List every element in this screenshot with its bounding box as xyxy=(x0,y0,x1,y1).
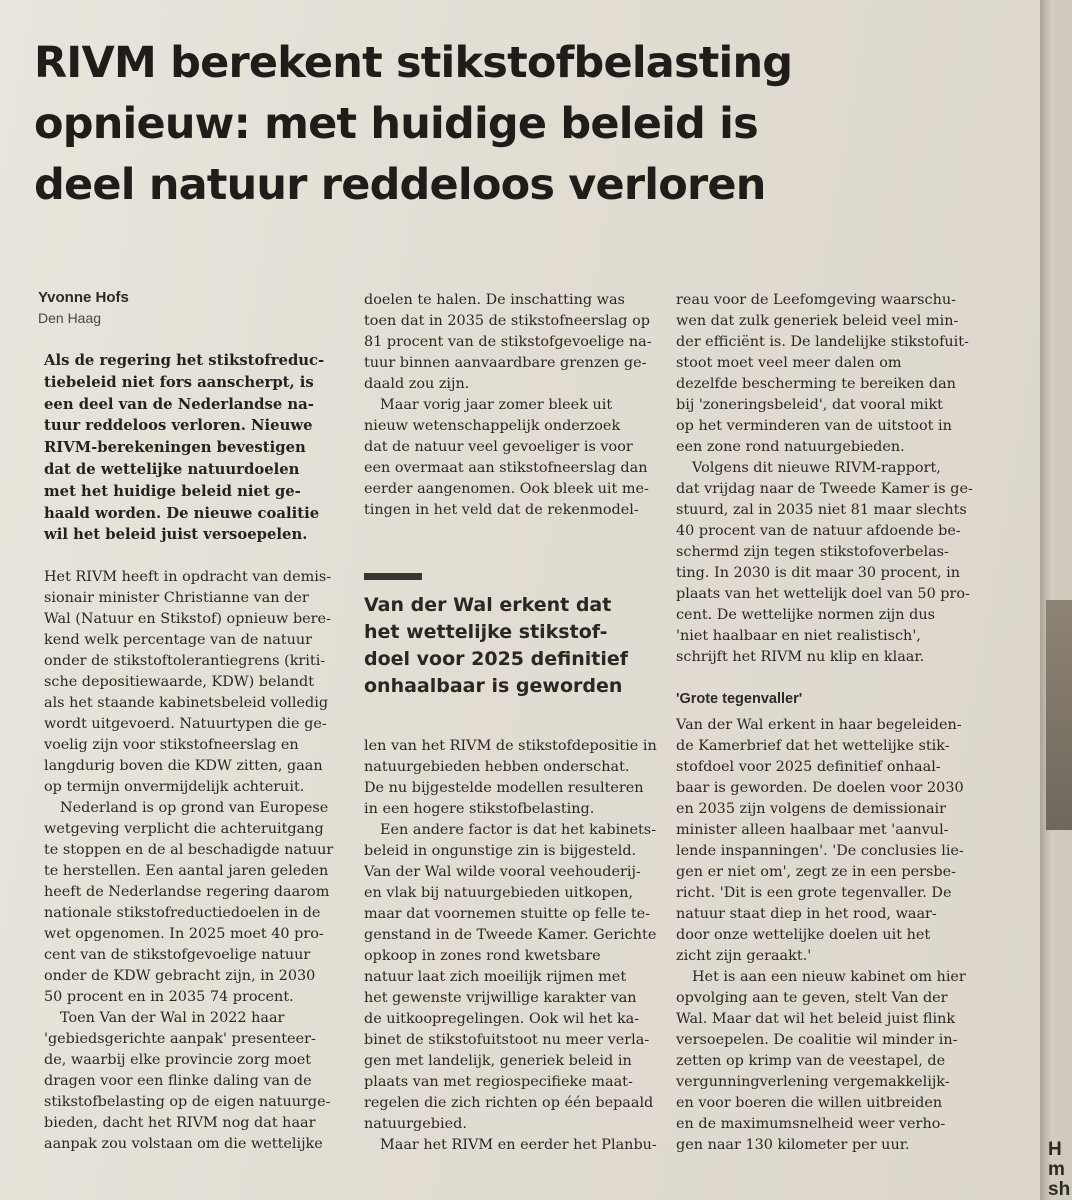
lead-line: wil het beleid juist versoepelen. xyxy=(44,526,308,544)
lead-line: tiebeleid niet fors aanscherpt, is xyxy=(44,373,314,391)
body-line: tuur binnen aanvaardbare grenzen ge- xyxy=(364,355,647,371)
pullquote-line: het wettelijke stikstof- xyxy=(364,621,608,643)
body-line: richt. 'Dit is een grote tegenvaller. De xyxy=(676,885,952,901)
body-line: tingen in het veld dat de rekenmodel- xyxy=(364,502,639,518)
body-line: op termijn onvermijdelijk achteruit. xyxy=(44,779,305,795)
lead-line: met het huidige beleid niet ge- xyxy=(44,482,301,500)
body-line: 'niet haalbaar en niet realistisch', xyxy=(676,628,921,644)
body-line: zetten op krimp van de veestapel, de xyxy=(676,1053,946,1069)
body-column-2-bottom xyxy=(364,736,668,1156)
body-line: baar is geworden. De doelen voor 2030 xyxy=(676,780,964,796)
pullquote-rule xyxy=(364,573,422,580)
body-line: beleid in ongunstige zin is bijgesteld. xyxy=(364,843,637,859)
body-line: en voor boeren die willen uitbreiden xyxy=(676,1095,943,1111)
body-line: stuurd, zal in 2035 niet 81 maar slechts xyxy=(676,502,967,518)
body-line: 81 procent van de stikstofgevoelige na- xyxy=(364,334,652,350)
body-line: opkoop in zones rond kwetsbare xyxy=(364,948,601,964)
body-line: gen naar 130 kilometer per uur. xyxy=(676,1137,910,1153)
body-column-3-bottom xyxy=(676,715,988,1156)
body-line: nieuw wetenschappelijk onderzoek xyxy=(364,418,621,434)
body-line: binet de stikstofuitstoot nu meer verla- xyxy=(364,1032,650,1048)
body-line: dragen voor een flinke daling van de xyxy=(44,1073,312,1089)
body-line: Toen Van der Wal in 2022 haar xyxy=(60,1010,285,1026)
body-line: schermd zijn tegen stikstofoverbelas- xyxy=(676,544,949,560)
body-line: wordt uitgevoerd. Natuurtypen die ge- xyxy=(44,716,327,732)
body-line: Maar het RIVM en eerder het Planbu- xyxy=(380,1137,657,1153)
body-line: een overmaat aan stikstofneerslag dan xyxy=(364,460,648,476)
lead-line: Als de regering het stikstofreduc- xyxy=(44,352,325,369)
body-line: bij 'zoneringsbeleid', dat vooral mikt xyxy=(676,397,943,413)
body-line: regelen die zich richten op één bepaald xyxy=(364,1095,654,1111)
body-line: natuurgebied. xyxy=(364,1116,467,1132)
pullquote xyxy=(364,592,664,700)
body-line: Het RIVM heeft in opdracht van demis- xyxy=(44,569,332,585)
body-line: minister alleen haalbaar met 'aanvul- xyxy=(676,822,949,838)
body-line: wet opgenomen. In 2025 moet 40 pro- xyxy=(44,926,324,942)
body-line: door onze wettelijke doelen uit het xyxy=(676,927,931,943)
body-line: dezelfde bescherming te bereiken dan xyxy=(676,376,956,392)
body-line: der efficiënt is. De landelijke stikstofuit- xyxy=(676,334,969,350)
body-line: wetgeving verplicht die achteruitgang xyxy=(44,821,324,837)
body-line: onder de KDW gebracht zijn, in 2030 xyxy=(44,968,316,984)
body-line: Van der Wal erkent in haar begeleiden- xyxy=(676,717,962,733)
author-name: Yvonne Hofs xyxy=(38,289,129,306)
body-line: genstand in de Tweede Kamer. Gerichte xyxy=(364,927,657,943)
lead-line: tuur reddeloos verloren. Nieuwe xyxy=(44,417,313,435)
body-line: sche depositiewaarde, KDW) belandt xyxy=(44,674,314,690)
body-line: heeft de Nederlandse regering daarom xyxy=(44,884,330,900)
body-line: en de maximumsnelheid weer verho- xyxy=(676,1116,946,1132)
body-line: aanpak zou volstaan om die wettelijke xyxy=(44,1136,323,1152)
body-line: reau voor de Leefomgeving waarschu- xyxy=(676,292,956,308)
body-line: vergunningverlening vergemakkelijk- xyxy=(676,1074,950,1090)
body-line: ting. In 2030 is dit maar 30 procent, in xyxy=(676,565,961,581)
body-line: plaats van het wettelijk doel van 50 pro- xyxy=(676,586,970,602)
body-line: natuurgebieden hebben onderschat. xyxy=(364,759,630,775)
body-line: kend welk percentage van de natuur xyxy=(44,632,313,648)
body-line: natuur laat zich moeilijk rijmen met xyxy=(364,969,627,985)
headline-line: RIVM berekent stikstofbelasting xyxy=(34,38,793,88)
body-line: cent van de stikstofgevoelige natuur xyxy=(44,947,311,963)
body-line: maar dat voornemen stuitte op felle te- xyxy=(364,906,650,922)
pullquote-line: doel voor 2025 definitief xyxy=(364,648,628,670)
body-line: 'gebiedsgerichte aanpak' presenteer- xyxy=(44,1031,316,1047)
byline xyxy=(38,288,129,328)
body-line: nationale stikstofreductiedoelen in de xyxy=(44,905,321,921)
body-line: als het staande kabinetsbeleid volledig xyxy=(44,695,329,711)
body-line: onder de stikstoftolerantiegrens (kriti- xyxy=(44,653,326,669)
body-line: dat vrijdag naar de Tweede Kamer is ge- xyxy=(676,481,973,497)
body-line: in een hogere stikstofbelasting. xyxy=(364,801,595,817)
body-line: plaats van met regiospecifieke maat- xyxy=(364,1074,633,1090)
body-line: Maar vorig jaar zomer bleek uit xyxy=(380,397,613,413)
body-line: stofdoel voor 2025 definitief onhaal- xyxy=(676,759,941,775)
body-column-2-top xyxy=(364,290,668,521)
lead-line: dat de wettelijke natuurdoelen xyxy=(44,460,300,478)
body-line: en vlak bij natuurgebieden uitkopen, xyxy=(364,885,634,901)
body-line: langdurig boven die KDW zitten, gaan xyxy=(44,758,323,774)
body-column-3-top xyxy=(676,290,988,668)
headline-line: deel natuur reddeloos verloren xyxy=(34,160,766,210)
body-line: voelig zijn voor stikstofneerslag en xyxy=(44,737,299,753)
body-line: een zone rond natuurgebieden. xyxy=(676,439,905,455)
body-line: te herstellen. Een aantal jaren geleden xyxy=(44,863,329,879)
body-line: 40 procent van de natuur afdoende be- xyxy=(676,523,961,539)
body-line: Een andere factor is dat het kabinets- xyxy=(380,822,657,838)
body-line: De nu bijgestelde modellen resulteren xyxy=(364,780,644,796)
headline-line: opnieuw: met huidige beleid is xyxy=(34,99,758,149)
body-column-1 xyxy=(44,567,342,1155)
body-line: Nederland is op grond van Europese xyxy=(60,800,329,816)
body-line: het gewenste vrijwillige karakter van xyxy=(364,990,637,1006)
body-line: Van der Wal wilde vooral veehouderij- xyxy=(364,864,641,880)
body-line: en 2035 zijn volgens de demissionair xyxy=(676,801,947,817)
dateline-place: Den Haag xyxy=(38,310,102,326)
body-line: opvolging aan te geven, stelt Van der xyxy=(676,990,948,1006)
body-line: de, waarbij elke provincie zorg moet xyxy=(44,1052,312,1068)
section-subheading: 'Grote tegenvaller' xyxy=(676,691,803,707)
body-line: natuur staat diep in het rood, waar- xyxy=(676,906,937,922)
body-line: bieden, dacht het RIVM nog dat haar xyxy=(44,1115,316,1131)
body-line: 50 procent en in 2035 74 procent. xyxy=(44,989,294,1005)
body-line: Wal (Natuur en Stikstof) opnieuw bere- xyxy=(44,611,331,627)
body-line: Het is aan een nieuw kabinet om hier xyxy=(692,969,966,985)
lead-line: RIVM-berekeningen bevestigen xyxy=(44,439,306,457)
body-line: sionair minister Christianne van der xyxy=(44,590,309,606)
pullquote-line: Van der Wal erkent dat xyxy=(364,594,612,616)
body-line: lende inspanningen'. 'De conclusies lie- xyxy=(676,843,964,859)
body-line: de uitkoopregelingen. Ook wil het ka- xyxy=(364,1011,640,1027)
body-line: dat de natuur veel gevoeliger is voor xyxy=(364,439,633,455)
body-line: cent. De wettelijke normen zijn dus xyxy=(676,607,935,623)
body-line: toen dat in 2035 de stikstofneerslag op xyxy=(364,313,650,329)
body-line: stikstofbelasting op de eigen natuurge- xyxy=(44,1094,331,1110)
body-line: len van het RIVM de stikstofdepositie in xyxy=(364,738,657,754)
pullquote-line: onhaalbaar is geworden xyxy=(364,675,623,697)
body-line: gen met landelijk, generiek beleid in xyxy=(364,1053,632,1069)
lead-line: haald worden. De nieuwe coalitie xyxy=(44,504,320,522)
edge-text-fragment: sh xyxy=(1048,1180,1071,1199)
body-line: Volgens dit nieuwe RIVM-rapport, xyxy=(692,460,941,476)
body-line: versoepelen. De coalitie wil minder in- xyxy=(676,1032,958,1048)
body-line: Wal. Maar dat wil het beleid juist flink xyxy=(676,1011,956,1027)
body-line: stoot moet veel meer dalen om xyxy=(676,355,902,371)
article-headline xyxy=(34,33,994,216)
body-line: wen dat zulk generiek beleid veel min- xyxy=(676,313,959,329)
body-line: zicht zijn geraakt.' xyxy=(676,948,812,964)
lead-line: een deel van de Nederlandse na- xyxy=(44,395,314,413)
body-line: gen er niet om', zegt ze in een persbe- xyxy=(676,864,956,880)
article-lead xyxy=(44,350,344,546)
body-line: daald zou zijn. xyxy=(364,376,470,392)
body-line: eerder aangenomen. Ook bleek uit me- xyxy=(364,481,649,497)
body-line: de Kamerbrief dat het wettelijke stik- xyxy=(676,738,950,754)
body-line: op het verminderen van de uitstoot in xyxy=(676,418,952,434)
body-line: schrijft het RIVM nu klip en klaar. xyxy=(676,649,925,665)
edge-text-fragment: m xyxy=(1048,1160,1065,1179)
edge-text-fragment: H xyxy=(1048,1140,1062,1159)
body-line: te stoppen en de al beschadigde natuur xyxy=(44,842,334,858)
body-line: doelen te halen. De inschatting was xyxy=(364,292,625,308)
adjacent-page-photo xyxy=(1046,600,1072,830)
